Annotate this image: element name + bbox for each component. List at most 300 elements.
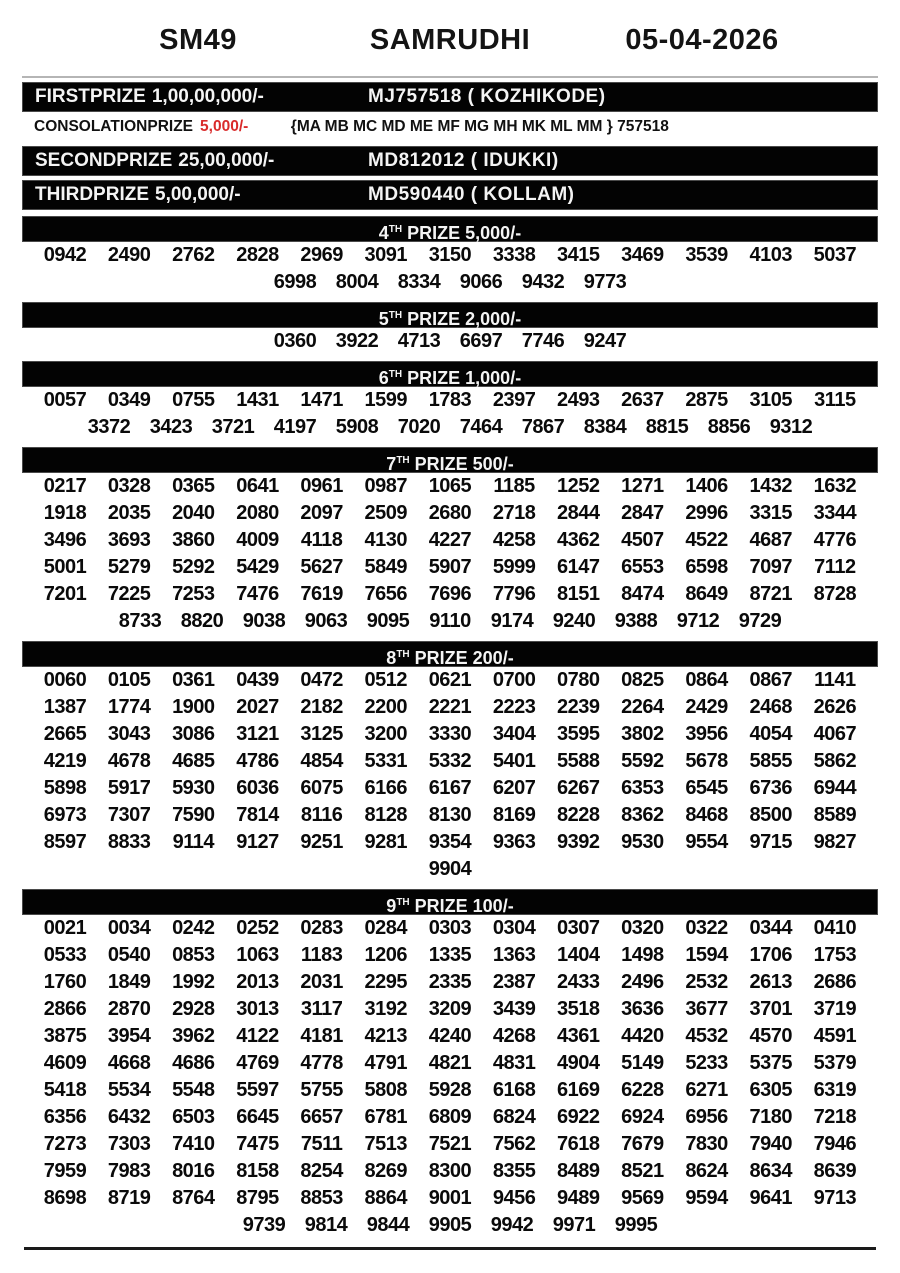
prize-number: 5678: [685, 750, 728, 772]
prize-number: 1431: [236, 389, 279, 411]
prize-number: 2686: [813, 971, 857, 993]
prize-number: 9312: [769, 416, 813, 438]
prize-number: 9281: [364, 831, 408, 853]
prize-number: 7273: [43, 1133, 87, 1155]
prize-section-5th: [22, 302, 878, 355]
prize-number: 5898: [43, 777, 87, 799]
prize-number: 4054: [749, 723, 792, 745]
prize-number: 4678: [107, 750, 151, 772]
prize-number: 9456: [492, 1187, 536, 1209]
number-row: [22, 915, 878, 942]
prize-section-9th: [22, 889, 878, 1239]
prize-number: 3496: [43, 529, 87, 551]
prize-number: 9827: [813, 831, 857, 853]
prize-number: 3372: [87, 416, 131, 438]
prize-number: 9971: [552, 1214, 596, 1236]
prize-number: 4713: [397, 330, 441, 352]
prize-number: 6271: [685, 1079, 728, 1101]
prize-number: 2996: [685, 502, 728, 524]
prize-number: 6697: [459, 330, 503, 352]
prize-number: 9095: [366, 610, 410, 632]
prize-number: 3192: [364, 998, 408, 1020]
number-row: [22, 608, 878, 635]
prize-number: 2532: [685, 971, 728, 993]
prize-number: 3439: [492, 998, 536, 1020]
prize-number: 6824: [492, 1106, 536, 1128]
prize-number: 2035: [107, 502, 151, 524]
prize-number: 4904: [557, 1052, 600, 1074]
prize-number: 3539: [685, 244, 728, 266]
first-prize-bar: [22, 82, 878, 112]
prize-number: 3091: [364, 244, 408, 266]
prize-number: 0361: [172, 669, 215, 691]
prize-number: 0060: [43, 669, 87, 691]
number-row: [22, 1104, 878, 1131]
number-row: [22, 414, 878, 441]
prize-number: 9174: [490, 610, 534, 632]
prize-number: 1760: [43, 971, 87, 993]
prize-sections: [22, 216, 878, 1239]
prize-number: 2509: [364, 502, 408, 524]
prize-number: 7814: [236, 804, 279, 826]
prize-number: 0322: [685, 917, 728, 939]
consolation-prize-row: [22, 112, 878, 142]
prize-number: 9715: [749, 831, 792, 853]
first-prize-amount: 1,00,00,000/-: [151, 86, 264, 107]
prize-number: 9729: [738, 610, 782, 632]
prize-number: 1774: [107, 696, 151, 718]
prize-number: 7830: [685, 1133, 728, 1155]
prize-number: 0540: [107, 944, 151, 966]
prize-number: 7253: [172, 583, 215, 605]
prize-number: 4609: [43, 1052, 87, 1074]
prize-number: 8130: [428, 804, 472, 826]
prize-number: 7201: [43, 583, 87, 605]
prize-number: 4103: [749, 244, 792, 266]
prize-number: 5928: [428, 1079, 472, 1101]
prize-number: 6166: [364, 777, 408, 799]
prize-number: 8500: [749, 804, 792, 826]
prize-number: 8116: [300, 804, 343, 826]
prize-number: 7475: [236, 1133, 279, 1155]
prize-number: 7464: [459, 416, 503, 438]
prize-number: 3636: [621, 998, 664, 1020]
prize-number: 7511: [300, 1133, 343, 1155]
prize-number: 9739: [242, 1214, 286, 1236]
number-row: [22, 554, 878, 581]
prize-number: 9904: [428, 858, 472, 880]
prize-number: 1992: [172, 971, 215, 993]
prize-number: 3721: [211, 416, 255, 438]
prize-number: 0512: [364, 669, 408, 691]
prize-number: 2969: [300, 244, 343, 266]
prize-number: 0533: [43, 944, 87, 966]
prize-number: 0867: [749, 669, 792, 691]
second-prize-amount: 25,00,000/-: [178, 150, 275, 171]
prize-number: 5597: [236, 1079, 279, 1101]
prize-number: 0439: [236, 669, 279, 691]
prize-number: 4197: [273, 416, 317, 438]
number-row: [22, 473, 878, 500]
section-title-5th: 5TH PRIZE 2,000/-: [22, 302, 878, 328]
prize-number: 7796: [492, 583, 536, 605]
prize-number: 6657: [300, 1106, 343, 1128]
prize-number: 1594: [685, 944, 728, 966]
prize-number: 0217: [43, 475, 87, 497]
prize-number: 1849: [107, 971, 151, 993]
prize-number: 2027: [236, 696, 279, 718]
prize-number: 6432: [107, 1106, 151, 1128]
prize-number: 2637: [621, 389, 664, 411]
number-row: [22, 269, 878, 296]
prize-number: 7112: [814, 556, 856, 578]
prize-number: 5999: [492, 556, 536, 578]
prize-number: 7746: [521, 330, 565, 352]
prize-number: 4067: [813, 723, 857, 745]
prize-number: 5429: [236, 556, 279, 578]
consolation-series: {MA MB MC MD ME MF MG MH MK ML MM } 757518: [290, 118, 669, 135]
prize-number: 6305: [749, 1079, 792, 1101]
prize-number: 5149: [621, 1052, 664, 1074]
number-row: [22, 942, 878, 969]
prize-number: 2928: [172, 998, 215, 1020]
third-prize-bar: [22, 180, 878, 210]
prize-number: 7619: [300, 583, 343, 605]
prize-number: 0303: [428, 917, 472, 939]
prize-number: 7303: [107, 1133, 151, 1155]
prize-number: 4268: [492, 1025, 536, 1047]
prize-number: 6169: [557, 1079, 600, 1101]
prize-number: 9641: [749, 1187, 792, 1209]
prize-number: 5037: [813, 244, 857, 266]
number-row: [22, 996, 878, 1023]
prize-number: 8728: [813, 583, 857, 605]
prize-number: 2239: [557, 696, 600, 718]
prize-number: 2387: [492, 971, 536, 993]
prize-number: 8151: [557, 583, 600, 605]
prize-number: 0410: [813, 917, 857, 939]
prize-number: 6809: [428, 1106, 472, 1128]
prize-number: 7521: [428, 1133, 472, 1155]
third-prize-label: THIRDPRIZE: [35, 184, 149, 205]
prize-number: 9995: [614, 1214, 658, 1236]
prize-number: 5279: [107, 556, 151, 578]
prize-number: 2182: [300, 696, 343, 718]
prize-number: 9392: [557, 831, 600, 853]
prize-number: 1363: [492, 944, 536, 966]
prize-number: 3125: [300, 723, 343, 745]
prize-number: 2097: [300, 502, 343, 524]
prize-number: 3105: [749, 389, 792, 411]
third-prize-amount: 5,00,000/-: [155, 184, 241, 205]
document-header: [22, 6, 878, 68]
prize-number: 1206: [364, 944, 408, 966]
prize-number: 1706: [749, 944, 792, 966]
prize-number: 3469: [621, 244, 664, 266]
prize-number: 4420: [621, 1025, 664, 1047]
prize-number: 7696: [428, 583, 472, 605]
prize-number: 1599: [364, 389, 408, 411]
prize-number: 5534: [107, 1079, 151, 1101]
section-title-8th: 8TH PRIZE 200/-: [22, 641, 878, 667]
prize-number: 7020: [397, 416, 441, 438]
prize-number: 0344: [749, 917, 792, 939]
number-row: [22, 527, 878, 554]
prize-number: 2870: [107, 998, 151, 1020]
section-title-4th: 4TH PRIZE 5,000/-: [22, 216, 878, 242]
prize-number: 9844: [366, 1214, 410, 1236]
prize-number: 5418: [43, 1079, 87, 1101]
prize-number: 1406: [685, 475, 728, 497]
number-row: [22, 748, 878, 775]
prize-number: 6956: [685, 1106, 728, 1128]
prize-number: 8764: [172, 1187, 215, 1209]
lottery-code: SM49: [159, 23, 237, 56]
prize-number: 2200: [364, 696, 408, 718]
prize-number: 3150: [428, 244, 472, 266]
prize-number: 8795: [236, 1187, 279, 1209]
prize-number: 4685: [172, 750, 215, 772]
number-row: [22, 581, 878, 608]
prize-number: 6736: [749, 777, 792, 799]
prize-number: 2613: [749, 971, 792, 993]
prize-number: 6319: [813, 1079, 857, 1101]
prize-number: 4181: [300, 1025, 343, 1047]
prize-number: 9066: [459, 271, 503, 293]
prize-number: 4821: [428, 1052, 472, 1074]
prize-number: 5588: [557, 750, 600, 772]
prize-number: 0641: [236, 475, 279, 497]
prize-number: 8474: [621, 583, 664, 605]
prize-number: 6598: [685, 556, 728, 578]
consolation-prize-label: CONSOLATIONPRIZE: [34, 118, 194, 135]
draw-date: 05-04-2026: [625, 23, 779, 56]
prize-number: 7940: [749, 1133, 792, 1155]
prize-number: 2295: [364, 971, 408, 993]
prize-number: 2223: [492, 696, 536, 718]
prize-number: 9240: [552, 610, 596, 632]
prize-number: 9554: [685, 831, 728, 853]
prize-number: 0242: [172, 917, 215, 939]
prize-number: 2397: [492, 389, 536, 411]
prize-number: 7959: [43, 1160, 87, 1182]
number-row: [22, 1050, 878, 1077]
prize-number: 5375: [749, 1052, 792, 1074]
prize-number: 4362: [557, 529, 600, 551]
prize-number: 5548: [172, 1079, 215, 1101]
prize-number: 7983: [107, 1160, 151, 1182]
second-prize-label: SECONDPRIZE: [35, 150, 173, 171]
prize-number: 9942: [490, 1214, 534, 1236]
top-divider: [22, 76, 878, 78]
prize-number: 4791: [364, 1052, 408, 1074]
prize-number: 3330: [428, 723, 472, 745]
prize-number: 0252: [236, 917, 279, 939]
prize-number: 8853: [300, 1187, 343, 1209]
prize-number: 1753: [813, 944, 857, 966]
prize-number: 5332: [428, 750, 472, 772]
prize-number: 5331: [364, 750, 408, 772]
prize-number: 1632: [813, 475, 857, 497]
prize-number: 8489: [557, 1160, 600, 1182]
prize-number: 0621: [428, 669, 472, 691]
prize-number: 7946: [813, 1133, 857, 1155]
third-prize-label-group: [23, 184, 368, 206]
number-row: [22, 1023, 878, 1050]
prize-number: 9354: [428, 831, 472, 853]
prize-number: 8733: [118, 610, 162, 632]
prize-number: 3117: [300, 998, 343, 1020]
prize-number: 6553: [621, 556, 664, 578]
prize-number: 4854: [300, 750, 343, 772]
number-row: [22, 1212, 878, 1239]
prize-number: 8856: [707, 416, 751, 438]
prize-number: 9530: [621, 831, 664, 853]
prize-section-7th: [22, 447, 878, 635]
prize-number: 0961: [300, 475, 343, 497]
prize-number: 9063: [304, 610, 348, 632]
prize-number: 9712: [676, 610, 720, 632]
prize-number: 1271: [621, 475, 664, 497]
prize-number: 4227: [428, 529, 472, 551]
number-row: [22, 721, 878, 748]
prize-number: 0307: [557, 917, 600, 939]
prize-number: 3956: [685, 723, 728, 745]
prize-number: 4361: [557, 1025, 600, 1047]
prize-number: 0284: [364, 917, 408, 939]
prize-number: 3115: [814, 389, 856, 411]
prize-number: 4522: [685, 529, 728, 551]
prize-number: 3719: [813, 998, 857, 1020]
prize-number: 1498: [621, 944, 664, 966]
prize-number: 1065: [428, 475, 472, 497]
prize-number: 3043: [107, 723, 151, 745]
prize-number: 9114: [172, 831, 214, 853]
prize-number: 7097: [749, 556, 792, 578]
prize-section-4th: [22, 216, 878, 296]
prize-number: 8468: [685, 804, 728, 826]
prize-number: 9251: [300, 831, 343, 853]
prize-number: 5855: [749, 750, 792, 772]
prize-number: 6356: [43, 1106, 87, 1128]
prize-number: 6167: [428, 777, 472, 799]
prize-number: 2828: [236, 244, 279, 266]
prize-number: 1471: [300, 389, 343, 411]
prize-number: 7656: [364, 583, 408, 605]
prize-number: 6168: [492, 1079, 536, 1101]
prize-number: 1185: [493, 475, 535, 497]
prize-number: 2490: [107, 244, 151, 266]
prize-number: 0320: [621, 917, 664, 939]
prize-number: 1900: [172, 696, 215, 718]
prize-number: 6998: [273, 271, 317, 293]
prize-number: 2031: [300, 971, 343, 993]
prize-number: 8334: [397, 271, 441, 293]
number-row: [22, 242, 878, 269]
prize-number: 2080: [236, 502, 279, 524]
prize-number: 5917: [107, 777, 151, 799]
prize-number: 3922: [335, 330, 379, 352]
prize-number: 0283: [300, 917, 343, 939]
prize-number: 6781: [364, 1106, 408, 1128]
prize-number: 8597: [43, 831, 87, 853]
prize-number: 3415: [557, 244, 600, 266]
second-prize-label-group: [23, 150, 368, 172]
prize-number: 4219: [43, 750, 87, 772]
prize-number: 0328: [107, 475, 151, 497]
prize-number: 8624: [685, 1160, 728, 1182]
number-row: [22, 802, 878, 829]
prize-number: 0349: [107, 389, 151, 411]
prize-number: 3595: [557, 723, 600, 745]
prize-number: 9127: [236, 831, 279, 853]
number-row: [22, 775, 878, 802]
prize-number: 2221: [428, 696, 472, 718]
prize-number: 2844: [557, 502, 600, 524]
prize-number: 6207: [492, 777, 536, 799]
prize-number: 7513: [364, 1133, 408, 1155]
prize-number: 2762: [172, 244, 215, 266]
prize-number: 3209: [428, 998, 472, 1020]
prize-number: 0365: [172, 475, 215, 497]
prize-number: 9363: [492, 831, 536, 853]
prize-number: 4118: [300, 529, 343, 551]
prize-number: 8815: [645, 416, 689, 438]
prize-number: 5908: [335, 416, 379, 438]
prize-number: 6267: [557, 777, 600, 799]
prize-number: 0034: [107, 917, 151, 939]
prize-number: 8228: [557, 804, 600, 826]
prize-number: 6036: [236, 777, 279, 799]
prize-number: 1404: [557, 944, 600, 966]
prize-number: 6503: [172, 1106, 215, 1128]
prize-number: 7618: [557, 1133, 600, 1155]
prize-number: 9388: [614, 610, 658, 632]
prize-number: 5862: [813, 750, 857, 772]
prize-number: 8649: [685, 583, 728, 605]
prize-number: 4130: [364, 529, 408, 551]
prize-number: 9489: [557, 1187, 600, 1209]
prize-number: 3677: [685, 998, 728, 1020]
lottery-name: SAMRUDHI: [369, 23, 531, 56]
number-row: [22, 667, 878, 694]
number-row: [22, 1077, 878, 1104]
prize-number: 5379: [813, 1052, 857, 1074]
prize-number: 6973: [43, 804, 87, 826]
prize-number: 6922: [557, 1106, 600, 1128]
bottom-divider: [24, 1247, 876, 1250]
prize-number: 8521: [621, 1160, 664, 1182]
number-row: [22, 694, 878, 721]
prize-number: 2264: [621, 696, 664, 718]
prize-number: 7225: [107, 583, 151, 605]
prize-number: 3086: [172, 723, 215, 745]
prize-number: 8721: [749, 583, 792, 605]
prize-number: 2040: [172, 502, 215, 524]
number-row: [22, 856, 878, 883]
first-prize-label: FIRSTPRIZE: [35, 86, 146, 107]
prize-number: 2493: [557, 389, 600, 411]
prize-number: 8158: [236, 1160, 279, 1182]
prize-number: 4778: [300, 1052, 343, 1074]
prize-number: 5001: [43, 556, 87, 578]
prize-number: 5755: [300, 1079, 343, 1101]
first-prize-label-group: [23, 86, 368, 108]
consolation-label-group: [22, 118, 291, 136]
prize-number: 2433: [557, 971, 600, 993]
prize-number: 4532: [685, 1025, 728, 1047]
prize-number: 1252: [557, 475, 600, 497]
